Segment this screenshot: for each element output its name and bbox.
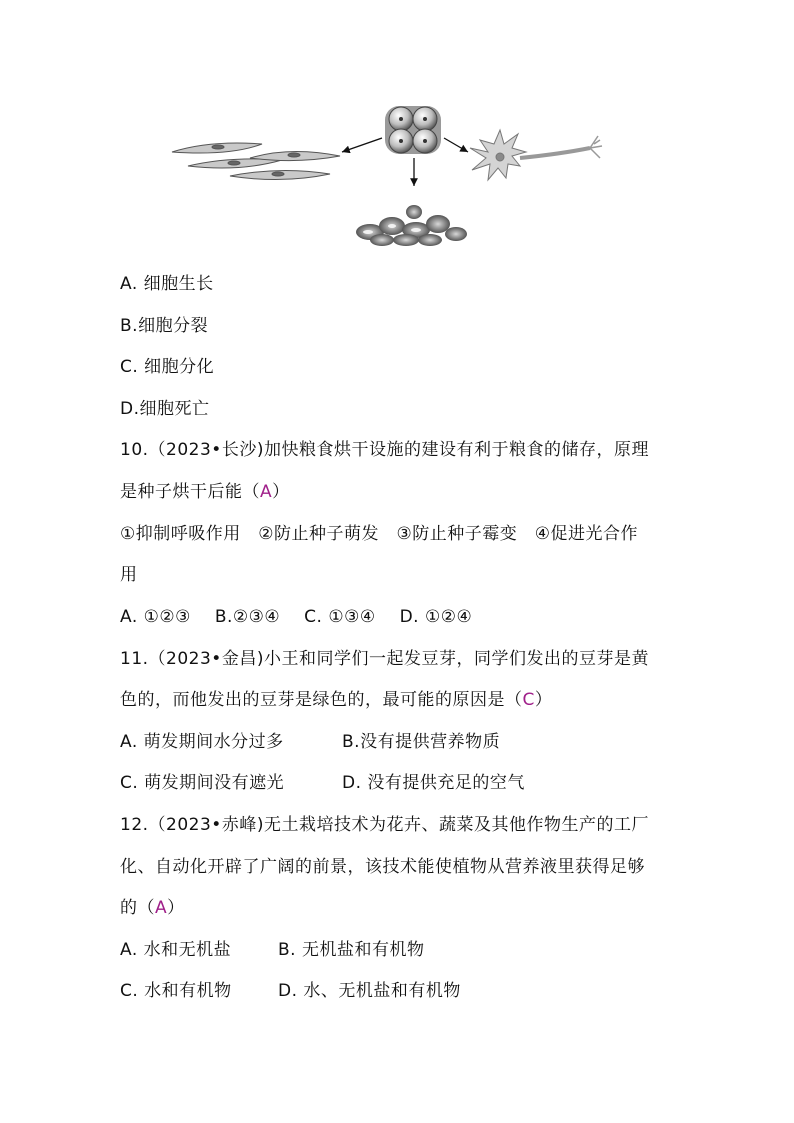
four-cell-cluster	[385, 106, 441, 154]
q10-answer: A	[260, 482, 273, 502]
cell-differentiation-figure	[170, 100, 630, 250]
arrow-to-neuron	[444, 138, 468, 152]
cell-diagram	[170, 100, 630, 250]
q10-statements-wrap: 用	[120, 565, 138, 585]
q10-option-c: C. ①③④	[304, 607, 376, 627]
q12-option-b: B. 无机盐和有机物	[278, 940, 425, 960]
q10-option-b: B.②③④	[214, 607, 281, 627]
q12-stem-line3: 的（A）	[120, 898, 185, 918]
q11-option-b: B.没有提供营养物质	[342, 732, 501, 752]
q9-option-b: B.细胞分裂	[120, 316, 209, 336]
q12-options-row1	[120, 938, 424, 962]
q11-stem-line1: 11.（2023•金昌)小王和同学们一起发豆芽，同学们发出的豆芽是黄	[120, 649, 649, 669]
q10-options	[120, 605, 472, 629]
q11-option-d: D. 没有提供充足的空气	[342, 773, 525, 793]
q11-option-c: C. 萌发期间没有遮光	[120, 773, 285, 793]
arrow-to-muscle	[342, 138, 382, 152]
red-blood-cells	[356, 205, 467, 246]
q9-option-d: D.细胞死亡	[120, 399, 210, 419]
q12-stem-line2: 化、自动化开辟了广阔的前景，该技术能使植物从营养液里获得足够	[120, 857, 645, 877]
q11-options-row2	[120, 771, 525, 795]
q9-option-a: A. 细胞生长	[120, 274, 214, 294]
q10-option-a: A. ①②③	[120, 607, 191, 627]
q9-option-c: C. 细胞分化	[120, 357, 215, 377]
q12-answer: A	[155, 898, 168, 918]
q10-statements: ①抑制呼吸作用 ②防止种子萌发 ③防止种子霉变 ④促进光合作	[120, 524, 638, 544]
q12-option-c: C. 水和有机物	[120, 981, 232, 1001]
q10-stem-line1: 10.（2023•长沙)加快粮食烘干设施的建设有利于粮食的储存，原理	[120, 440, 649, 460]
q11-answer: C	[522, 690, 535, 710]
q11-option-a: A. 萌发期间水分过多	[120, 732, 284, 752]
neuron-cell	[470, 130, 602, 180]
q12-stem-line1: 12.（2023•赤峰)无土栽培技术为花卉、蔬菜及其他作物生产的工厂	[120, 815, 649, 835]
q12-option-d: D. 水、无机盐和有机物	[278, 981, 461, 1001]
q11-stem-line2: 色的，而他发出的豆芽是绿色的，最可能的原因是（C）	[120, 690, 553, 710]
q12-options-row2	[120, 979, 461, 1003]
muscle-cells	[172, 143, 340, 180]
q10-stem-line2: 是种子烘干后能（A）	[120, 482, 290, 502]
q10-option-d: D. ①②④	[399, 607, 473, 627]
q11-options-row1	[120, 730, 500, 754]
q12-option-a: A. 水和无机盐	[120, 940, 232, 960]
